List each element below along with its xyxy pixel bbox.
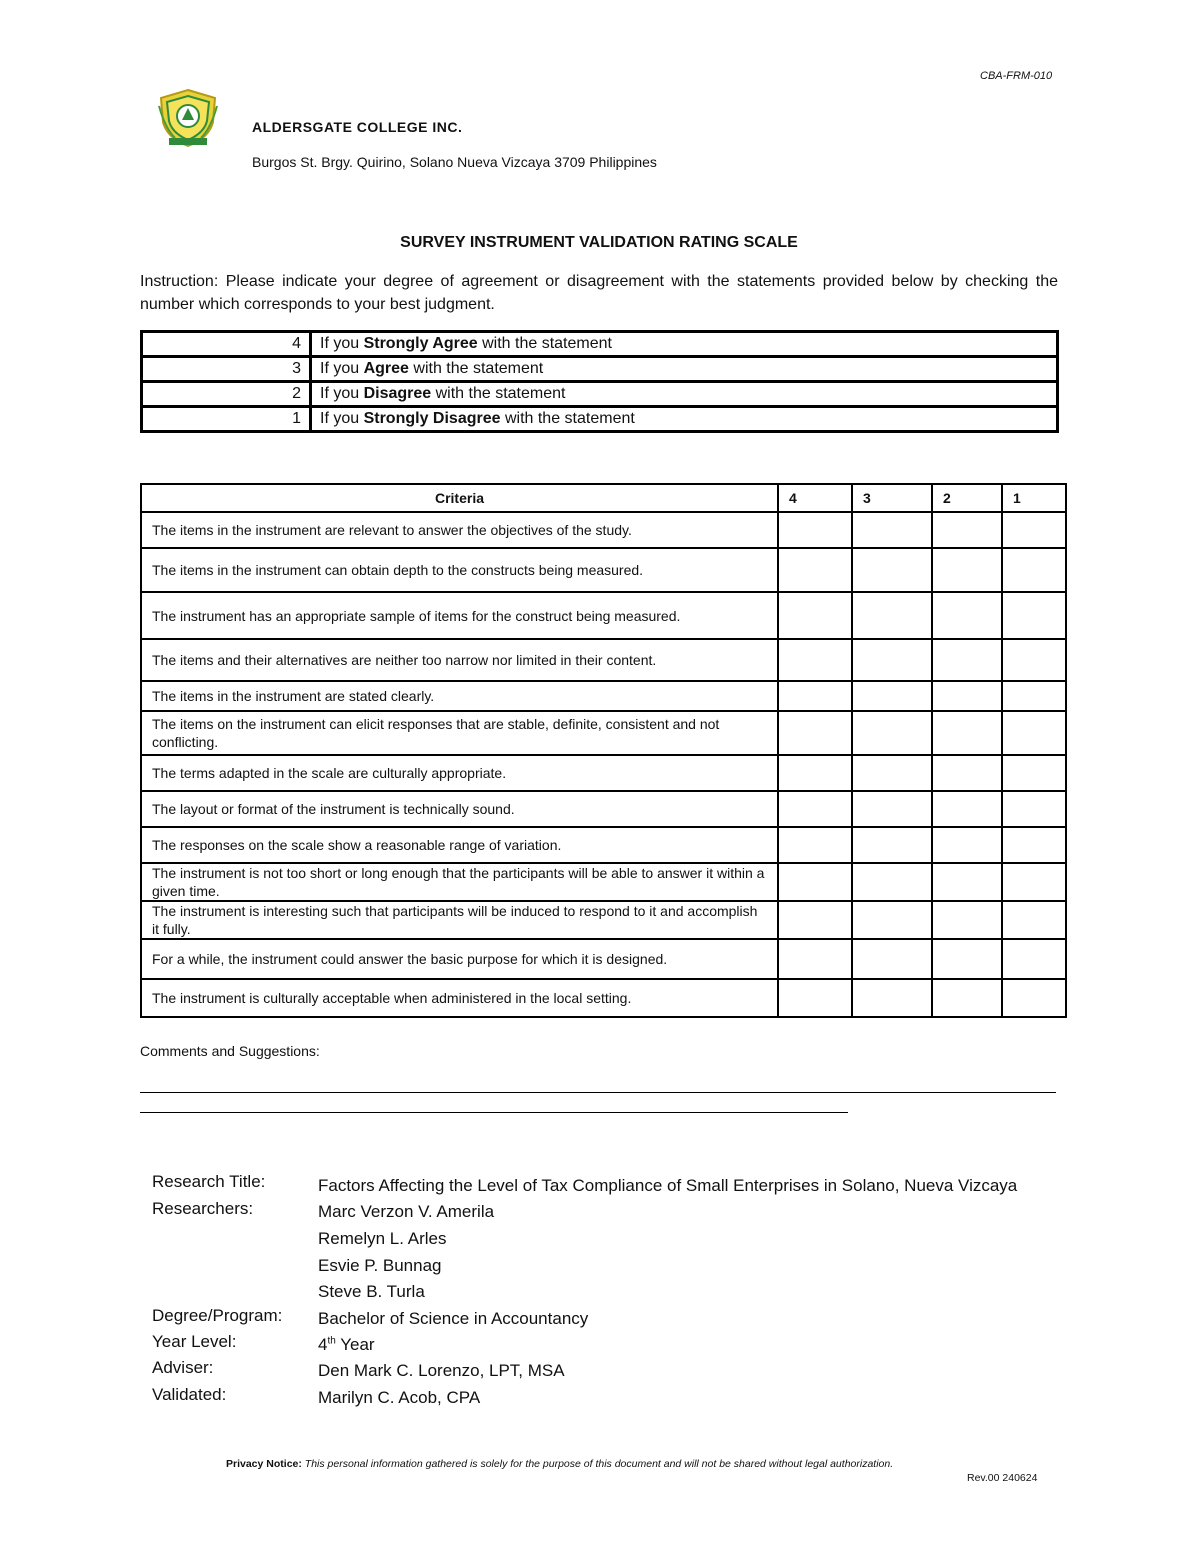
criteria-text: The instrument has an appropriate sample of items for the construct being measured. — [141, 592, 778, 639]
year-level-value — [318, 1335, 375, 1355]
rating-checkbox-4[interactable] — [778, 979, 852, 1017]
scale-description — [311, 382, 1058, 407]
rating-checkbox-1[interactable] — [1002, 755, 1066, 791]
rating-checkbox-4[interactable] — [778, 901, 852, 939]
rating-checkbox-2[interactable] — [932, 639, 1002, 681]
rating-checkbox-3[interactable] — [852, 711, 932, 755]
criteria-text: The items and their alternatives are neither too narrow nor limited in their content. — [141, 639, 778, 681]
criteria-row — [141, 755, 1066, 791]
rating-checkbox-3[interactable] — [852, 827, 932, 863]
rating-checkbox-2[interactable] — [932, 863, 1002, 901]
criteria-text: The items in the instrument are stated clearly. — [141, 681, 778, 711]
year-level-label: Year Level: — [152, 1332, 237, 1351]
rating-checkbox-2[interactable] — [932, 791, 1002, 827]
rating-checkbox-2[interactable] — [932, 755, 1002, 791]
scale-prefix: If you — [320, 385, 364, 402]
scale-value: 4 — [142, 332, 311, 357]
researcher-name: Remelyn L. Arles — [318, 1229, 447, 1248]
criteria-row — [141, 863, 1066, 901]
rating-checkbox-3[interactable] — [852, 791, 932, 827]
column-header-4: 4 — [778, 484, 852, 512]
rating-checkbox-3[interactable] — [852, 939, 932, 979]
criteria-text: The instrument is not too short or long enough that the participants will be able to answer it within a given time. — [141, 863, 778, 901]
column-header-2: 2 — [932, 484, 1002, 512]
rating-checkbox-1[interactable] — [1002, 639, 1066, 681]
year-word: Year — [335, 1335, 375, 1354]
criteria-row — [141, 512, 1066, 548]
rating-checkbox-3[interactable] — [852, 548, 932, 592]
privacy-notice-label: Privacy Notice: — [226, 1458, 302, 1470]
research-title-value: Factors Affecting the Level of Tax Compliance of Small Enterprises in Solano, Nueva Vizcaya — [318, 1176, 1018, 1195]
rating-checkbox-4[interactable] — [778, 711, 852, 755]
scale-suffix: with the statement — [431, 385, 566, 402]
rating-checkbox-4[interactable] — [778, 548, 852, 592]
rating-checkbox-3[interactable] — [852, 755, 932, 791]
rating-checkbox-2[interactable] — [932, 681, 1002, 711]
comments-line[interactable] — [140, 1092, 1056, 1093]
rating-checkbox-2[interactable] — [932, 939, 1002, 979]
rating-checkbox-1[interactable] — [1002, 592, 1066, 639]
rating-checkbox-4[interactable] — [778, 827, 852, 863]
rating-checkbox-1[interactable] — [1002, 711, 1066, 755]
scale-prefix: If you — [320, 410, 364, 427]
page-title: SURVEY INSTRUMENT VALIDATION RATING SCALE — [400, 234, 798, 251]
rating-checkbox-2[interactable] — [932, 711, 1002, 755]
rating-checkbox-1[interactable] — [1002, 939, 1066, 979]
form-code: CBA-FRM-010 — [980, 70, 1053, 82]
college-name: ALDERSGATE COLLEGE INC. — [252, 119, 463, 135]
scale-emphasis: Strongly Agree — [363, 335, 478, 352]
researcher-name: Esvie P. Bunnag — [318, 1256, 442, 1275]
criteria-row — [141, 639, 1066, 681]
criteria-text: The layout or format of the instrument is technically sound. — [141, 791, 778, 827]
criteria-text: The instrument is culturally acceptable when administered in the local setting. — [141, 979, 778, 1017]
rating-checkbox-4[interactable] — [778, 791, 852, 827]
rating-checkbox-3[interactable] — [852, 512, 932, 548]
criteria-text: The items on the instrument can elicit responses that are stable, definite, consistent and not conflicting. — [141, 711, 778, 755]
criteria-column-header: Criteria — [141, 484, 778, 512]
rating-checkbox-4[interactable] — [778, 512, 852, 548]
rating-checkbox-1[interactable] — [1002, 979, 1066, 1017]
rating-checkbox-2[interactable] — [932, 592, 1002, 639]
degree-label: Degree/Program: — [152, 1306, 283, 1325]
rating-checkbox-4[interactable] — [778, 939, 852, 979]
criteria-row — [141, 827, 1066, 863]
criteria-row — [141, 711, 1066, 755]
rating-checkbox-3[interactable] — [852, 901, 932, 939]
rating-checkbox-4[interactable] — [778, 755, 852, 791]
rating-checkbox-1[interactable] — [1002, 512, 1066, 548]
adviser-label: Adviser: — [152, 1358, 214, 1377]
criteria-row — [141, 939, 1066, 979]
rating-checkbox-2[interactable] — [932, 548, 1002, 592]
scale-row — [142, 382, 1058, 407]
column-header-1: 1 — [1002, 484, 1066, 512]
criteria-text: The items in the instrument are relevant to answer the objectives of the study. — [141, 512, 778, 548]
researcher-name: Marc Verzon V. Amerila — [318, 1202, 495, 1221]
rating-checkbox-2[interactable] — [932, 901, 1002, 939]
college-address: Burgos St. Brgy. Quirino, Solano Nueva Vizcaya 3709 Philippines — [252, 154, 657, 170]
rating-checkbox-3[interactable] — [852, 592, 932, 639]
rating-checkbox-2[interactable] — [932, 979, 1002, 1017]
instruction-text: Instruction: Please indicate your degree of agreement or disagreement with the statements provided below by checking the number which corresponds to your best judgment. — [140, 273, 1058, 313]
degree-value: Bachelor of Science in Accountancy — [318, 1309, 589, 1328]
scale-description — [311, 332, 1058, 357]
rating-checkbox-1[interactable] — [1002, 548, 1066, 592]
validated-value: Marilyn C. Acob, CPA — [318, 1388, 481, 1407]
criteria-row — [141, 592, 1066, 639]
rating-scale-table — [140, 330, 1059, 433]
scale-description — [311, 357, 1058, 382]
scale-row — [142, 332, 1058, 357]
rating-checkbox-3[interactable] — [852, 639, 932, 681]
scale-suffix: with the statement — [477, 335, 612, 352]
comments-line[interactable] — [140, 1112, 848, 1113]
researchers-label: Researchers: — [152, 1199, 254, 1218]
criteria-row — [141, 979, 1066, 1017]
scale-emphasis: Strongly Disagree — [363, 410, 501, 427]
rating-checkbox-1[interactable] — [1002, 681, 1066, 711]
criteria-text: The responses on the scale show a reasonable range of variation. — [141, 827, 778, 863]
year-number: 4 — [318, 1335, 328, 1354]
criteria-row — [141, 901, 1066, 939]
rating-checkbox-1[interactable] — [1002, 827, 1066, 863]
rating-checkbox-1[interactable] — [1002, 863, 1066, 901]
scale-emphasis: Agree — [363, 360, 409, 377]
rating-checkbox-2[interactable] — [932, 512, 1002, 548]
criteria-text: The terms adapted in the scale are culturally appropriate. — [141, 755, 778, 791]
scale-description — [311, 407, 1058, 432]
researcher-name: Steve B. Turla — [318, 1282, 425, 1301]
criteria-row — [141, 681, 1066, 711]
rating-checkbox-1[interactable] — [1002, 901, 1066, 939]
criteria-table — [140, 483, 1067, 1018]
rating-checkbox-4[interactable] — [778, 681, 852, 711]
year-ordinal-suffix: th — [327, 1335, 336, 1347]
scale-value: 1 — [142, 407, 311, 432]
rating-checkbox-2[interactable] — [932, 827, 1002, 863]
privacy-notice-text: This personal information gathered is solely for the purpose of this document and will not be shared without legal authorization. — [304, 1458, 894, 1470]
scale-prefix: If you — [320, 360, 364, 377]
revision-code: Rev.00 240624 — [967, 1472, 1038, 1484]
rating-checkbox-3[interactable] — [852, 979, 932, 1017]
criteria-text: For a while, the instrument could answer the basic purpose for which it is designed. — [141, 939, 778, 979]
scale-row — [142, 357, 1058, 382]
scale-emphasis: Disagree — [363, 385, 432, 402]
criteria-text: The items in the instrument can obtain depth to the constructs being measured. — [141, 548, 778, 592]
scale-suffix: with the statement — [500, 410, 635, 427]
rating-checkbox-4[interactable] — [778, 592, 852, 639]
privacy-notice — [226, 1458, 893, 1470]
adviser-value: Den Mark C. Lorenzo, LPT, MSA — [318, 1361, 565, 1380]
criteria-text: The instrument is interesting such that participants will be induced to respond to it and accomplish it fully. — [141, 901, 778, 939]
rating-checkbox-4[interactable] — [778, 863, 852, 901]
scale-value: 3 — [142, 357, 311, 382]
scale-value: 2 — [142, 382, 311, 407]
college-seal-icon — [155, 88, 221, 148]
criteria-row — [141, 791, 1066, 827]
scale-row — [142, 407, 1058, 432]
rating-checkbox-1[interactable] — [1002, 791, 1066, 827]
criteria-row — [141, 548, 1066, 592]
scale-prefix: If you — [320, 335, 364, 352]
criteria-header-row — [141, 484, 1066, 512]
validated-label: Validated: — [152, 1385, 227, 1404]
column-header-3: 3 — [852, 484, 932, 512]
rating-checkbox-3[interactable] — [852, 863, 932, 901]
rating-checkbox-4[interactable] — [778, 639, 852, 681]
scale-suffix: with the statement — [408, 360, 544, 377]
rating-checkbox-3[interactable] — [852, 681, 932, 711]
comments-label: Comments and Suggestions: — [140, 1043, 320, 1059]
research-title-label: Research Title: — [152, 1172, 266, 1191]
